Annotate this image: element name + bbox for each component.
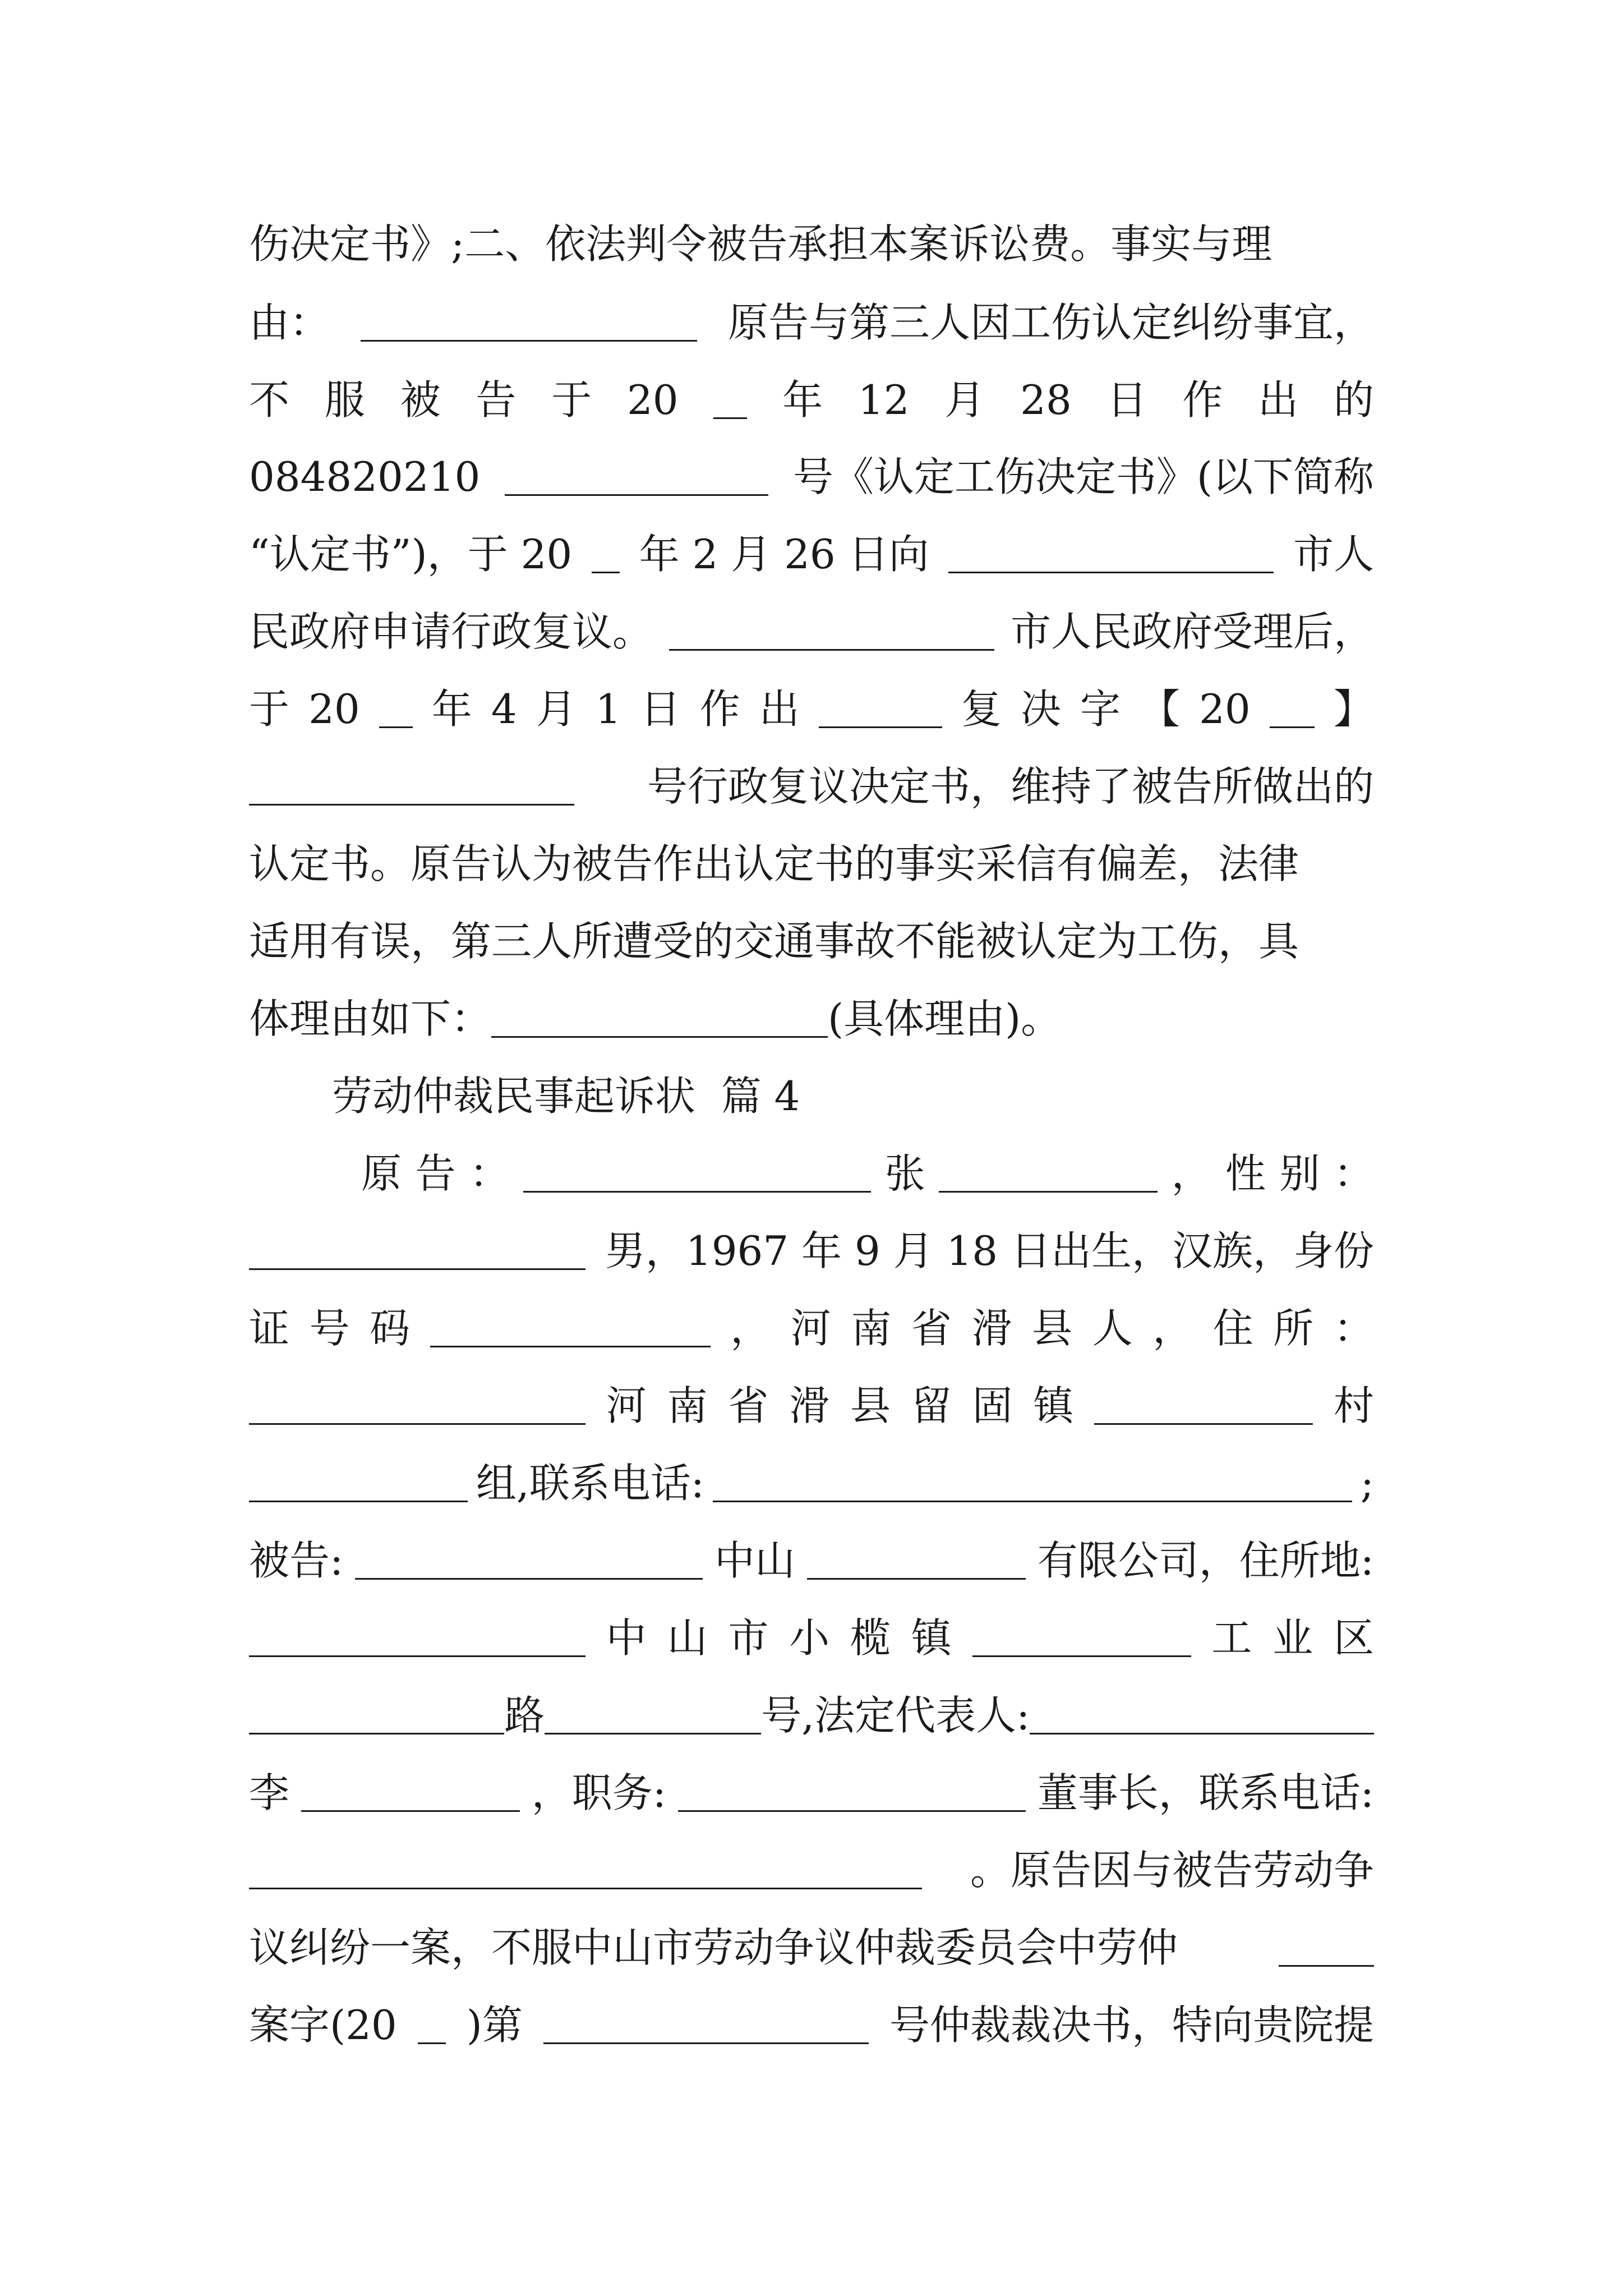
- text-line: [361, 1143, 1374, 1204]
- text-segment: 码: [370, 1305, 411, 1352]
- text-segment: 区: [1333, 1614, 1374, 1662]
- text-line: [249, 1220, 1374, 1282]
- text-segment: 村: [1333, 1382, 1374, 1429]
- text-line: [249, 1762, 1374, 1824]
- fill-in-blank: [543, 2040, 869, 2044]
- text-segment: 号仲裁裁决书，特向贵院提: [889, 2001, 1374, 2049]
- text-segment: 1: [595, 685, 621, 733]
- text-segment: 28: [1020, 376, 1072, 424]
- text-segment: 年: [782, 376, 823, 424]
- text-segment: 体理由如下：: [249, 995, 492, 1042]
- text-line: [249, 1917, 1374, 1978]
- text-segment: 案字(20: [249, 2001, 397, 2049]
- text-segment: )第: [466, 2001, 523, 2049]
- text-segment: 年: [431, 685, 472, 733]
- fill-in-blank: [249, 1885, 922, 1889]
- text-segment: 复: [961, 685, 1002, 733]
- text-line: [249, 1994, 1374, 2056]
- text-segment: 有限公司，住所地:: [1037, 1537, 1374, 1584]
- text-segment: 4: [491, 685, 517, 733]
- fill-in-blank: [1094, 1421, 1313, 1425]
- fill-in-blank: [249, 1731, 504, 1734]
- text-segment: 劳动仲裁民事起诉状 篇 4: [332, 1073, 800, 1120]
- text-line: [249, 1839, 1374, 1901]
- text-segment: ，: [730, 1305, 771, 1352]
- text-segment: 所: [1273, 1305, 1314, 1352]
- text-segment: 决: [1020, 685, 1061, 733]
- fill-in-blank: [713, 1498, 1352, 1502]
- fill-in-blank: [807, 1576, 1026, 1580]
- text-segment: 年 2 月 26 日向: [639, 531, 929, 578]
- text-segment: ：: [469, 1150, 510, 1197]
- text-segment: 20: [626, 376, 679, 424]
- text-segment: 伤决定书》;二、依法判令被告承担本案诉讼费。事实与理: [249, 220, 1272, 268]
- text-segment: 字: [1080, 685, 1121, 733]
- text-segment: 滑: [971, 1305, 1012, 1352]
- fill-in-blank: [418, 2040, 446, 2044]
- text-segment: 性: [1225, 1150, 1266, 1197]
- fill-in-blank: [545, 1731, 761, 1734]
- text-segment: 议纠纷一案，不服中山市劳动争议仲裁委员会中劳仲: [249, 1924, 1178, 1971]
- text-segment: ，: [1152, 1305, 1193, 1352]
- text-line: [249, 1530, 1374, 1591]
- text-segment: 男，1967 年 9 月 18 日出生，汉族，身份: [605, 1227, 1374, 1274]
- text-segment: ：: [1333, 1150, 1374, 1197]
- text-segment: 山: [667, 1614, 708, 1662]
- text-line: [249, 601, 1374, 662]
- text-segment: 。原告因与被告劳动争: [970, 1847, 1374, 1894]
- text-segment: 工: [1211, 1614, 1252, 1662]
- text-segment: ;: [1360, 1460, 1374, 1507]
- text-segment: 于: [249, 685, 290, 733]
- text-segment: 民政府申请行政复议。: [249, 608, 653, 655]
- fill-in-blank: [430, 1343, 711, 1347]
- text-line: [332, 1065, 1374, 1127]
- fill-in-blank: [669, 647, 994, 651]
- text-segment: 市人民政府受理后，: [1010, 608, 1374, 655]
- fill-in-blank: [249, 1498, 468, 1502]
- text-segment: 留: [911, 1382, 952, 1429]
- text-segment: 不: [249, 376, 290, 424]
- fill-in-blank: [355, 1576, 703, 1580]
- fill-in-blank: [249, 802, 574, 806]
- text-segment: 20: [1199, 685, 1251, 733]
- text-segment: 李: [249, 1769, 290, 1816]
- fill-in-blank: [819, 724, 942, 728]
- text-segment: 作: [1182, 376, 1223, 424]
- text-segment: 滑: [789, 1382, 830, 1429]
- text-segment: 服: [324, 376, 365, 424]
- fill-in-blank: [1270, 724, 1315, 728]
- fill-in-blank: [1279, 1963, 1374, 1967]
- text-segment: 原告与第三人因工伤认定纠纷事宜，: [727, 299, 1374, 346]
- fill-in-blank: [301, 1808, 520, 1812]
- text-segment: 省: [728, 1382, 769, 1429]
- text-segment: 董事长，联系电话:: [1037, 1769, 1374, 1816]
- text-line: [249, 1607, 1374, 1669]
- text-segment: 适用有误，第三人所遭受的交通事故不能被认定为工伤，具: [249, 918, 1299, 965]
- text-segment: 组,联系电话:: [476, 1460, 705, 1507]
- fill-in-blank: [249, 1266, 585, 1270]
- fill-in-blank: [361, 338, 697, 342]
- text-line: [249, 1452, 1374, 1514]
- text-segment: 月: [944, 376, 985, 424]
- text-segment: 河: [790, 1305, 831, 1352]
- text-segment: 认定书。原告认为被告作出认定书的事实采信有偏差，法律: [249, 840, 1299, 887]
- fill-in-blank: [939, 1189, 1158, 1193]
- text-segment: 084820210: [249, 453, 481, 500]
- text-segment: 镇: [1033, 1382, 1074, 1429]
- text-segment: 出: [759, 685, 800, 733]
- text-segment: 小: [789, 1614, 830, 1662]
- text-segment: 被告:: [249, 1537, 344, 1584]
- text-segment: 中: [606, 1614, 647, 1662]
- text-segment: 县: [850, 1382, 891, 1429]
- text-segment: 于: [551, 376, 592, 424]
- text-segment: 证: [249, 1305, 290, 1352]
- fill-in-blank: [491, 1034, 828, 1038]
- fill-in-blank: [379, 724, 413, 728]
- text-line: [249, 369, 1374, 431]
- text-segment: 南: [667, 1382, 708, 1429]
- text-segment: 号《认定工伤决定书》(以下简称: [792, 453, 1374, 500]
- text-line: [249, 213, 1374, 275]
- text-segment: 固: [972, 1382, 1013, 1429]
- text-segment: 日: [1106, 376, 1147, 424]
- text-segment: 日: [640, 685, 681, 733]
- text-segment: 市: [728, 1614, 769, 1662]
- text-segment: 号,法定代表人:: [761, 1692, 1030, 1739]
- text-segment: 被: [400, 376, 441, 424]
- fill-in-blank: [592, 569, 620, 573]
- text-segment: 告: [476, 376, 517, 424]
- text-segment: 市人: [1293, 531, 1374, 578]
- text-segment: 河: [606, 1382, 647, 1429]
- text-segment: 作: [699, 685, 740, 733]
- text-segment: 出: [1258, 376, 1299, 424]
- fill-in-blank: [713, 415, 747, 419]
- text-segment: 12: [857, 376, 910, 424]
- text-segment: 原: [361, 1150, 402, 1197]
- text-line: [249, 1297, 1374, 1359]
- text-segment: 的: [1333, 376, 1374, 424]
- text-line: [249, 523, 1374, 585]
- text-segment: 业: [1272, 1614, 1313, 1662]
- text-segment: 由：: [249, 299, 330, 346]
- text-line: [249, 446, 1374, 508]
- fill-in-blank: [249, 1653, 585, 1657]
- text-line: [249, 910, 1374, 972]
- text-segment: ，: [1171, 1150, 1212, 1197]
- fill-in-blank: [972, 1653, 1191, 1657]
- text-segment: 镇: [911, 1614, 952, 1662]
- text-segment: ，职务:: [531, 1769, 666, 1816]
- text-segment: 中山: [714, 1537, 795, 1584]
- text-segment: 别: [1279, 1150, 1320, 1197]
- text-line: [249, 1685, 1374, 1746]
- text-segment: (具体理由)。: [828, 995, 1062, 1042]
- text-segment: 住: [1212, 1305, 1253, 1352]
- text-segment: 县: [1032, 1305, 1073, 1352]
- text-segment: 号行政复议决定书，维持了被告所做出的: [647, 763, 1374, 810]
- text-segment: 路: [504, 1692, 545, 1739]
- text-line: [249, 833, 1374, 895]
- text-segment: 号: [309, 1305, 350, 1352]
- text-segment: ：: [1333, 1305, 1374, 1352]
- text-segment: 20: [308, 685, 360, 733]
- text-line: [249, 756, 1374, 817]
- text-line: [249, 678, 1374, 740]
- text-line: [249, 988, 1374, 1050]
- text-segment: 月: [536, 685, 577, 733]
- fill-in-blank: [523, 1189, 871, 1193]
- text-segment: 【: [1140, 685, 1181, 733]
- text-segment: 省: [911, 1305, 952, 1352]
- fill-in-blank: [678, 1808, 1026, 1812]
- text-segment: 人: [1092, 1305, 1133, 1352]
- text-segment: 告: [415, 1150, 456, 1197]
- text-line: [249, 292, 1374, 353]
- text-segment: 】: [1333, 685, 1374, 733]
- fill-in-blank: [948, 569, 1274, 573]
- text-segment: 张: [884, 1150, 925, 1197]
- fill-in-blank: [505, 492, 768, 496]
- text-line: [249, 1375, 1374, 1437]
- fill-in-blank: [249, 1421, 585, 1425]
- text-segment: “认定书”)，于 20: [249, 531, 573, 578]
- text-segment: 南: [851, 1305, 892, 1352]
- text-segment: 榄: [850, 1614, 891, 1662]
- fill-in-blank: [1030, 1731, 1374, 1734]
